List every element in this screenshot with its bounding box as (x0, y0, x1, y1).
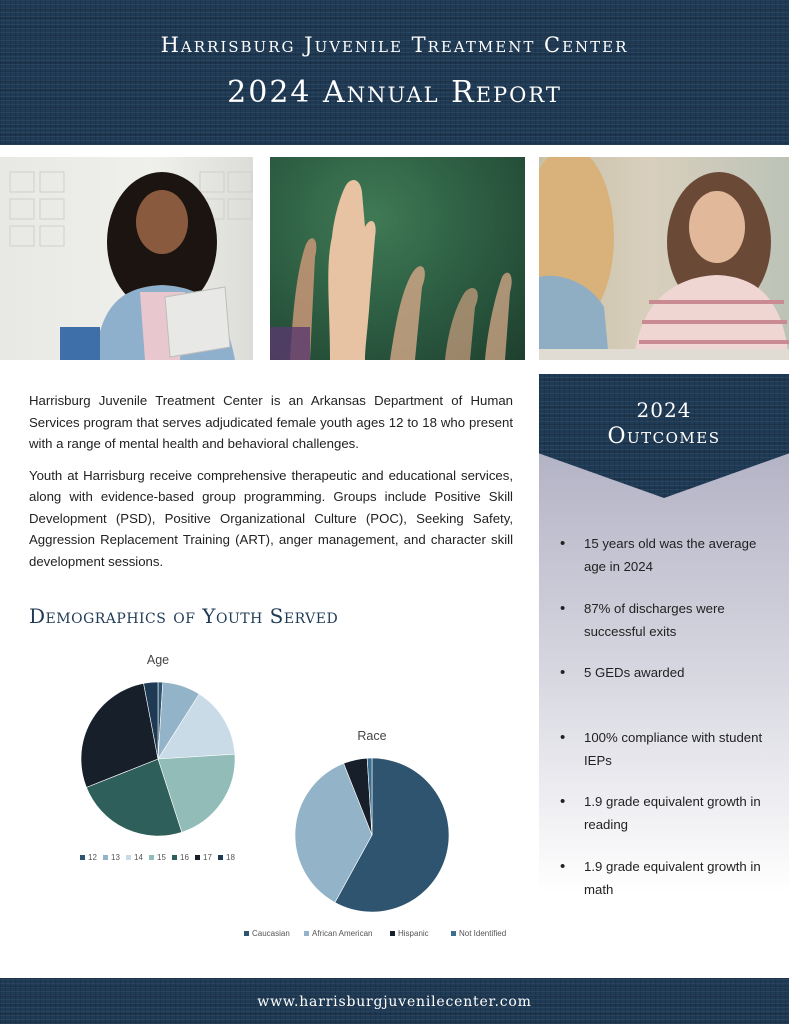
legend-label: 15 (157, 853, 166, 862)
legend-label: 13 (111, 853, 120, 862)
photo-student-with-binder (0, 157, 253, 360)
legend-swatch (304, 931, 309, 936)
legend-swatch (149, 855, 154, 860)
outcome-item: • 1.9 grade equivalent growth in math (560, 855, 775, 901)
race-pie-chart (244, 729, 506, 938)
demographics-charts (0, 640, 540, 950)
legend-swatch (218, 855, 223, 860)
header-center-name: Harrisburg Juvenile Treatment Center (160, 33, 629, 57)
age-pie-chart (80, 653, 235, 862)
chart-title: Age (146, 653, 170, 667)
legend-swatch (451, 931, 456, 936)
footer-website-link[interactable]: www.harrisburgjuvenilecenter.com (257, 994, 532, 1010)
outcomes-list (560, 532, 775, 919)
header-banner (0, 0, 789, 145)
legend-swatch (172, 855, 177, 860)
outcomes-title-word: Outcomes (607, 424, 721, 449)
header-report-title: 2024 Annual Report (227, 75, 562, 110)
legend-label: 18 (226, 853, 235, 862)
legend-swatch (126, 855, 131, 860)
outcome-item: • 15 years old was the average age in 2024 (560, 532, 775, 578)
legend-label: 16 (180, 853, 189, 862)
legend-swatch (80, 855, 85, 860)
outcome-item: • 5 GEDs awarded (560, 661, 775, 707)
legend-swatch (103, 855, 108, 860)
outcomes-title-year: 2024 (636, 398, 692, 422)
demographics-heading: Demographics of Youth Served (29, 604, 339, 628)
legend-swatch (390, 931, 395, 936)
footer-banner (0, 978, 789, 1024)
legend-label: Hispanic (398, 929, 429, 938)
legend-swatch (244, 931, 249, 936)
legend-label: 14 (134, 853, 143, 862)
legend-label: 12 (88, 853, 97, 862)
intro-text (29, 390, 513, 582)
legend-label: Not Identified (459, 929, 507, 938)
intro-paragraph-2: Youth at Harrisburg receive comprehensive therapeutic and educational services, along with evidence-based group programming. Groups include Positive Skill Development (PSD), Positive Organizational Culture (POC), Seeking Safety, Aggression Replacement Training (ART), anger management, and character skill development sessions. (29, 467, 513, 569)
legend-label: Caucasian (252, 929, 290, 938)
legend-swatch (195, 855, 200, 860)
legend-label: African American (312, 929, 373, 938)
outcome-item: • 87% of discharges were successful exits (560, 597, 775, 643)
photo-raised-hands (270, 157, 525, 360)
outcome-item: • 100% compliance with student IEPs (560, 726, 775, 772)
intro-paragraph-1: Harrisburg Juvenile Treatment Center is an Arkansas Department of Human Services program that serves adjudicated female youth ages 12 to 18 who present with a range of mental health and behavioral challenges. (29, 393, 513, 451)
chart-title: Race (357, 729, 387, 743)
legend-label: 17 (203, 853, 212, 862)
photo-two-girls-talking (539, 157, 789, 360)
outcome-item: • 1.9 grade equivalent growth in reading (560, 790, 775, 836)
